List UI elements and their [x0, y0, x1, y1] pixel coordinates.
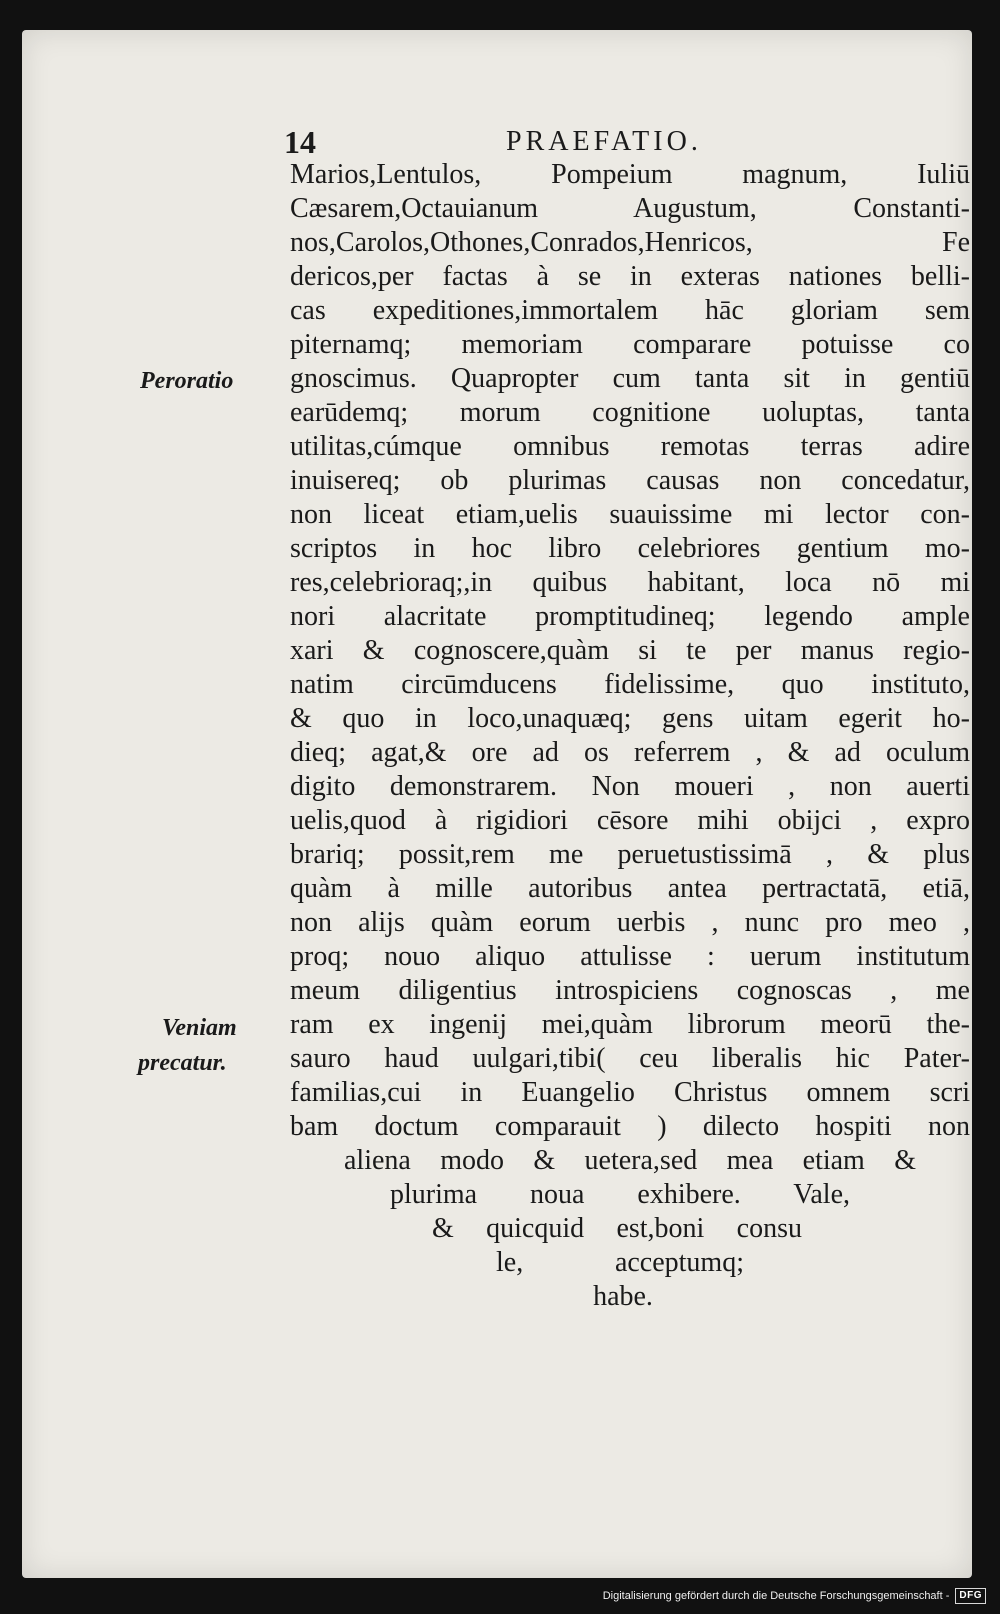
- text-line: inuisereq; ob plurimas causas non concedatur,: [290, 465, 970, 496]
- text-line: brariq; possit,rem me peruetustissimā , & plus: [290, 839, 970, 870]
- marginal-note-veniam: Veniam: [162, 1015, 237, 1041]
- text-line: & quo in loco,unaquæq; gens uitam egerit ho-: [290, 703, 970, 734]
- text-line: piternamq; memoriam comparare potuisse co: [290, 329, 970, 360]
- text-line: earūdemq; morum cognitione uoluptas, tanta: [290, 397, 970, 428]
- text-line: nos,Carolos,Othones,Conrados,Henricos, Fe: [290, 227, 970, 258]
- text-line: & quicquid est,boni consu: [432, 1213, 802, 1244]
- text-line: plurima noua exhibere. Vale,: [390, 1179, 850, 1210]
- digitization-footer: [603, 1584, 986, 1608]
- text-line: scriptos in hoc libro celebriores gentium mo-: [290, 533, 970, 564]
- text-line: cas expeditiones,immortalem hāc gloriam sem: [290, 295, 970, 326]
- digitization-credit: Digitalisierung gefördert durch die Deutsche Forschungsgemeinschaft -: [602, 1590, 950, 1602]
- text-line: dericos,per factas à se in exteras nationes belli-: [290, 261, 970, 292]
- body-text: [290, 158, 970, 1314]
- text-line: Marios,Lentulos, Pompeium magnum, Iuliū: [290, 159, 970, 190]
- text-line: non liceat etiam,uelis suauissime mi lector con-: [290, 499, 970, 530]
- text-line: le, acceptumq;: [496, 1247, 744, 1278]
- text-line: uelis,quod à rigidiori cēsore mihi obijci , expro: [290, 805, 970, 836]
- text-line: proq; nouo aliquo attulisse : uerum institutum: [290, 941, 970, 972]
- text-line: nori alacritate promptitudineq; legendo ample: [290, 601, 970, 632]
- text-line: non alijs quàm eorum uerbis , nunc pro meo ,: [290, 907, 970, 938]
- text-line: xari & cognoscere,quàm si te per manus regio-: [290, 635, 970, 666]
- text-line: utilitas,cúmque omnibus remotas terras adire: [290, 431, 970, 462]
- text-line: dieq; agat,& ore ad os referrem , & ad oculum: [290, 737, 970, 768]
- text-line: Cæsarem,Octauianum Augustum, Constanti-: [290, 193, 970, 224]
- text-line: natim circūmducens fidelissime, quo instituto,: [290, 669, 970, 700]
- text-line: bam doctum comparauit ) dilecto hospiti non: [290, 1111, 970, 1142]
- text-line: aliena modo & uetera,sed mea etiam &: [344, 1145, 916, 1176]
- page-number: 14: [284, 124, 316, 160]
- text-line: gnoscimus. Quapropter cum tanta sit in gentiū: [290, 363, 970, 394]
- text-line: familias,cui in Euangelio Christus omnem scri: [290, 1077, 970, 1108]
- text-line: ram ex ingenij mei,quàm librorum meorū the-: [290, 1009, 970, 1040]
- text-line: digito demonstrarem. Non moueri , non auerti: [290, 771, 970, 802]
- marginal-note-precatur: precatur.: [138, 1050, 227, 1076]
- dfg-logo: DFG: [955, 1588, 986, 1604]
- marginal-note-peroratio: Peroratio: [140, 368, 234, 394]
- text-line: habe.: [593, 1281, 653, 1312]
- text-line: sauro haud uulgari,tibi( ceu liberalis hic Pater-: [290, 1043, 970, 1074]
- text-line: res,celebrioraq;,in quibus habitant, loca nō mi: [290, 567, 970, 598]
- running-head: PRAEFATIO.: [506, 126, 702, 157]
- text-line: meum diligentius introspiciens cognoscas , me: [290, 975, 970, 1006]
- book-page: [22, 30, 972, 1578]
- text-line: quàm à mille autoribus antea pertractatā, etiā,: [290, 873, 970, 904]
